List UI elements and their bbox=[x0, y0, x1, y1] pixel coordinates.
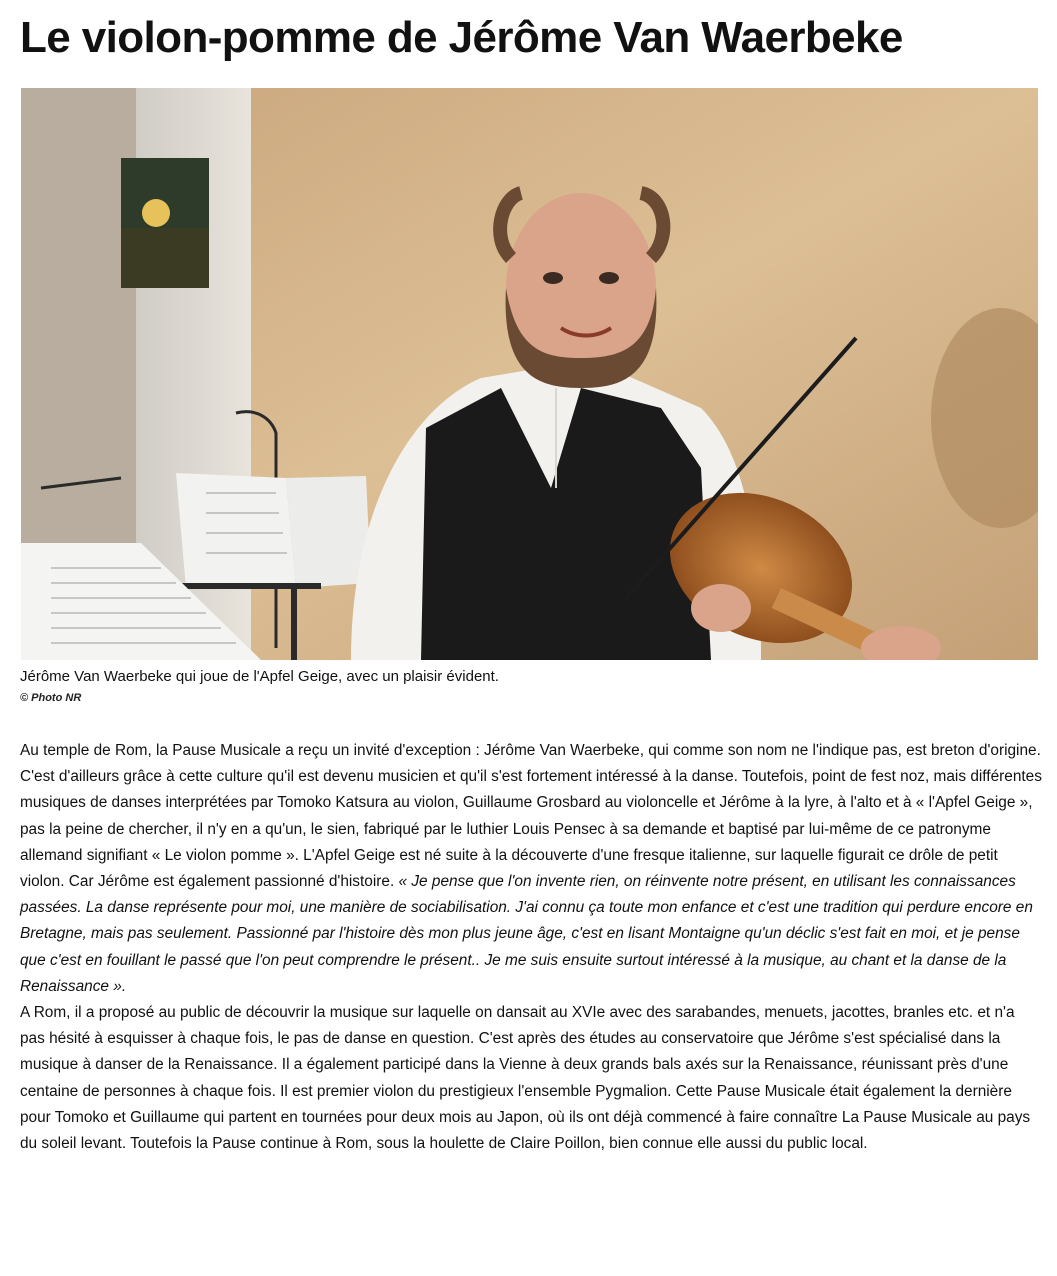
paragraph-1-text: Au temple de Rom, la Pause Musicale a reçu un invité d'exception : Jérôme Van Waerbeke, qui comme son nom ne l'indique pas, est breton d'origine. C'est d'ailleurs grâce à cette culture qu'il est devenu musicien et qu'il s'est fortement intéressé à la danse. Toutefois, point de fest noz, mais différentes musiques de danses interprétées par Tomoko Katsura au violon, Guillaume Grosbard au violoncelle et Jérôme à la lyre, à l'alto et à « l'Apfel Geige », pas la peine de chercher, il n'y en a qu'un, le sien, fabriqué par le luthier Louis Pensec à sa demande et baptisé par lui-même de ce patronyme allemand signifiant « Le violon pomme ». L'Apfel Geige est né suite à la découverte d'une fresque italienne, sur laquelle figurait ce drôle de petit violon. Car Jérôme est également passionné d'histoire. bbox=[20, 742, 1042, 891]
article-photo bbox=[21, 88, 1038, 660]
article-title: Le violon-pomme de Jérôme Van Waerbeke bbox=[20, 13, 903, 62]
article-body bbox=[20, 738, 1042, 1157]
paragraph-1 bbox=[20, 738, 1042, 1000]
photo-credit: © Photo NR bbox=[20, 692, 82, 704]
paragraph-2: A Rom, il a proposé au public de découvrir la musique sur laquelle on dansait au XVIe avec des sarabandes, menuets, jacottes, branles etc. et n'a pas hésité à esquisser à chaque fois, le pas de danse en question. C'est après des études au conservatoire que Jérôme s'est spécialisé dans la musique à danser de la Renaissance. Il a également participé dans la Vienne à deux grands bals axés sur la Renaissance, réunissant près d'une centaine de personnes à chaque fois. Il est premier violon du prestigieux l'ensemble Pygmalion. Cette Pause Musicale était également la dernière pour Tomoko et Guillaume qui partent en tournées pour deux mois au Japon, où ils ont déjà commencé à faire connaître La Pause Musicale au pays du soleil levant. Toutefois la Pause continue à Rom, sous la houlette de Claire Poillon, bien connue elle aussi du public local. bbox=[20, 1004, 1031, 1153]
interview-quote: « Je pense que l'on invente rien, on réinvente notre présent, en utilisant les connaissances passées. La danse représente pour moi, une manière de sociabilisation. J'ai connu ça toute mon enfance et c'est une tradition qui perdure encore en Bretagne, mais pas seulement. Passionné par l'histoire dès mon plus jeune âge, c'est en lisant Montaigne qu'un déclic s'est fait en moi, et je pense que c'est en fouillant le passé que l'on peut comprendre le présent.. Je me suis ensuite surtout intéressé à la musique, au chant et la danse de la Renaissance ». bbox=[20, 873, 1033, 995]
photo-caption: Jérôme Van Waerbeke qui joue de l'Apfel Geige, avec un plaisir évident. bbox=[20, 668, 499, 685]
